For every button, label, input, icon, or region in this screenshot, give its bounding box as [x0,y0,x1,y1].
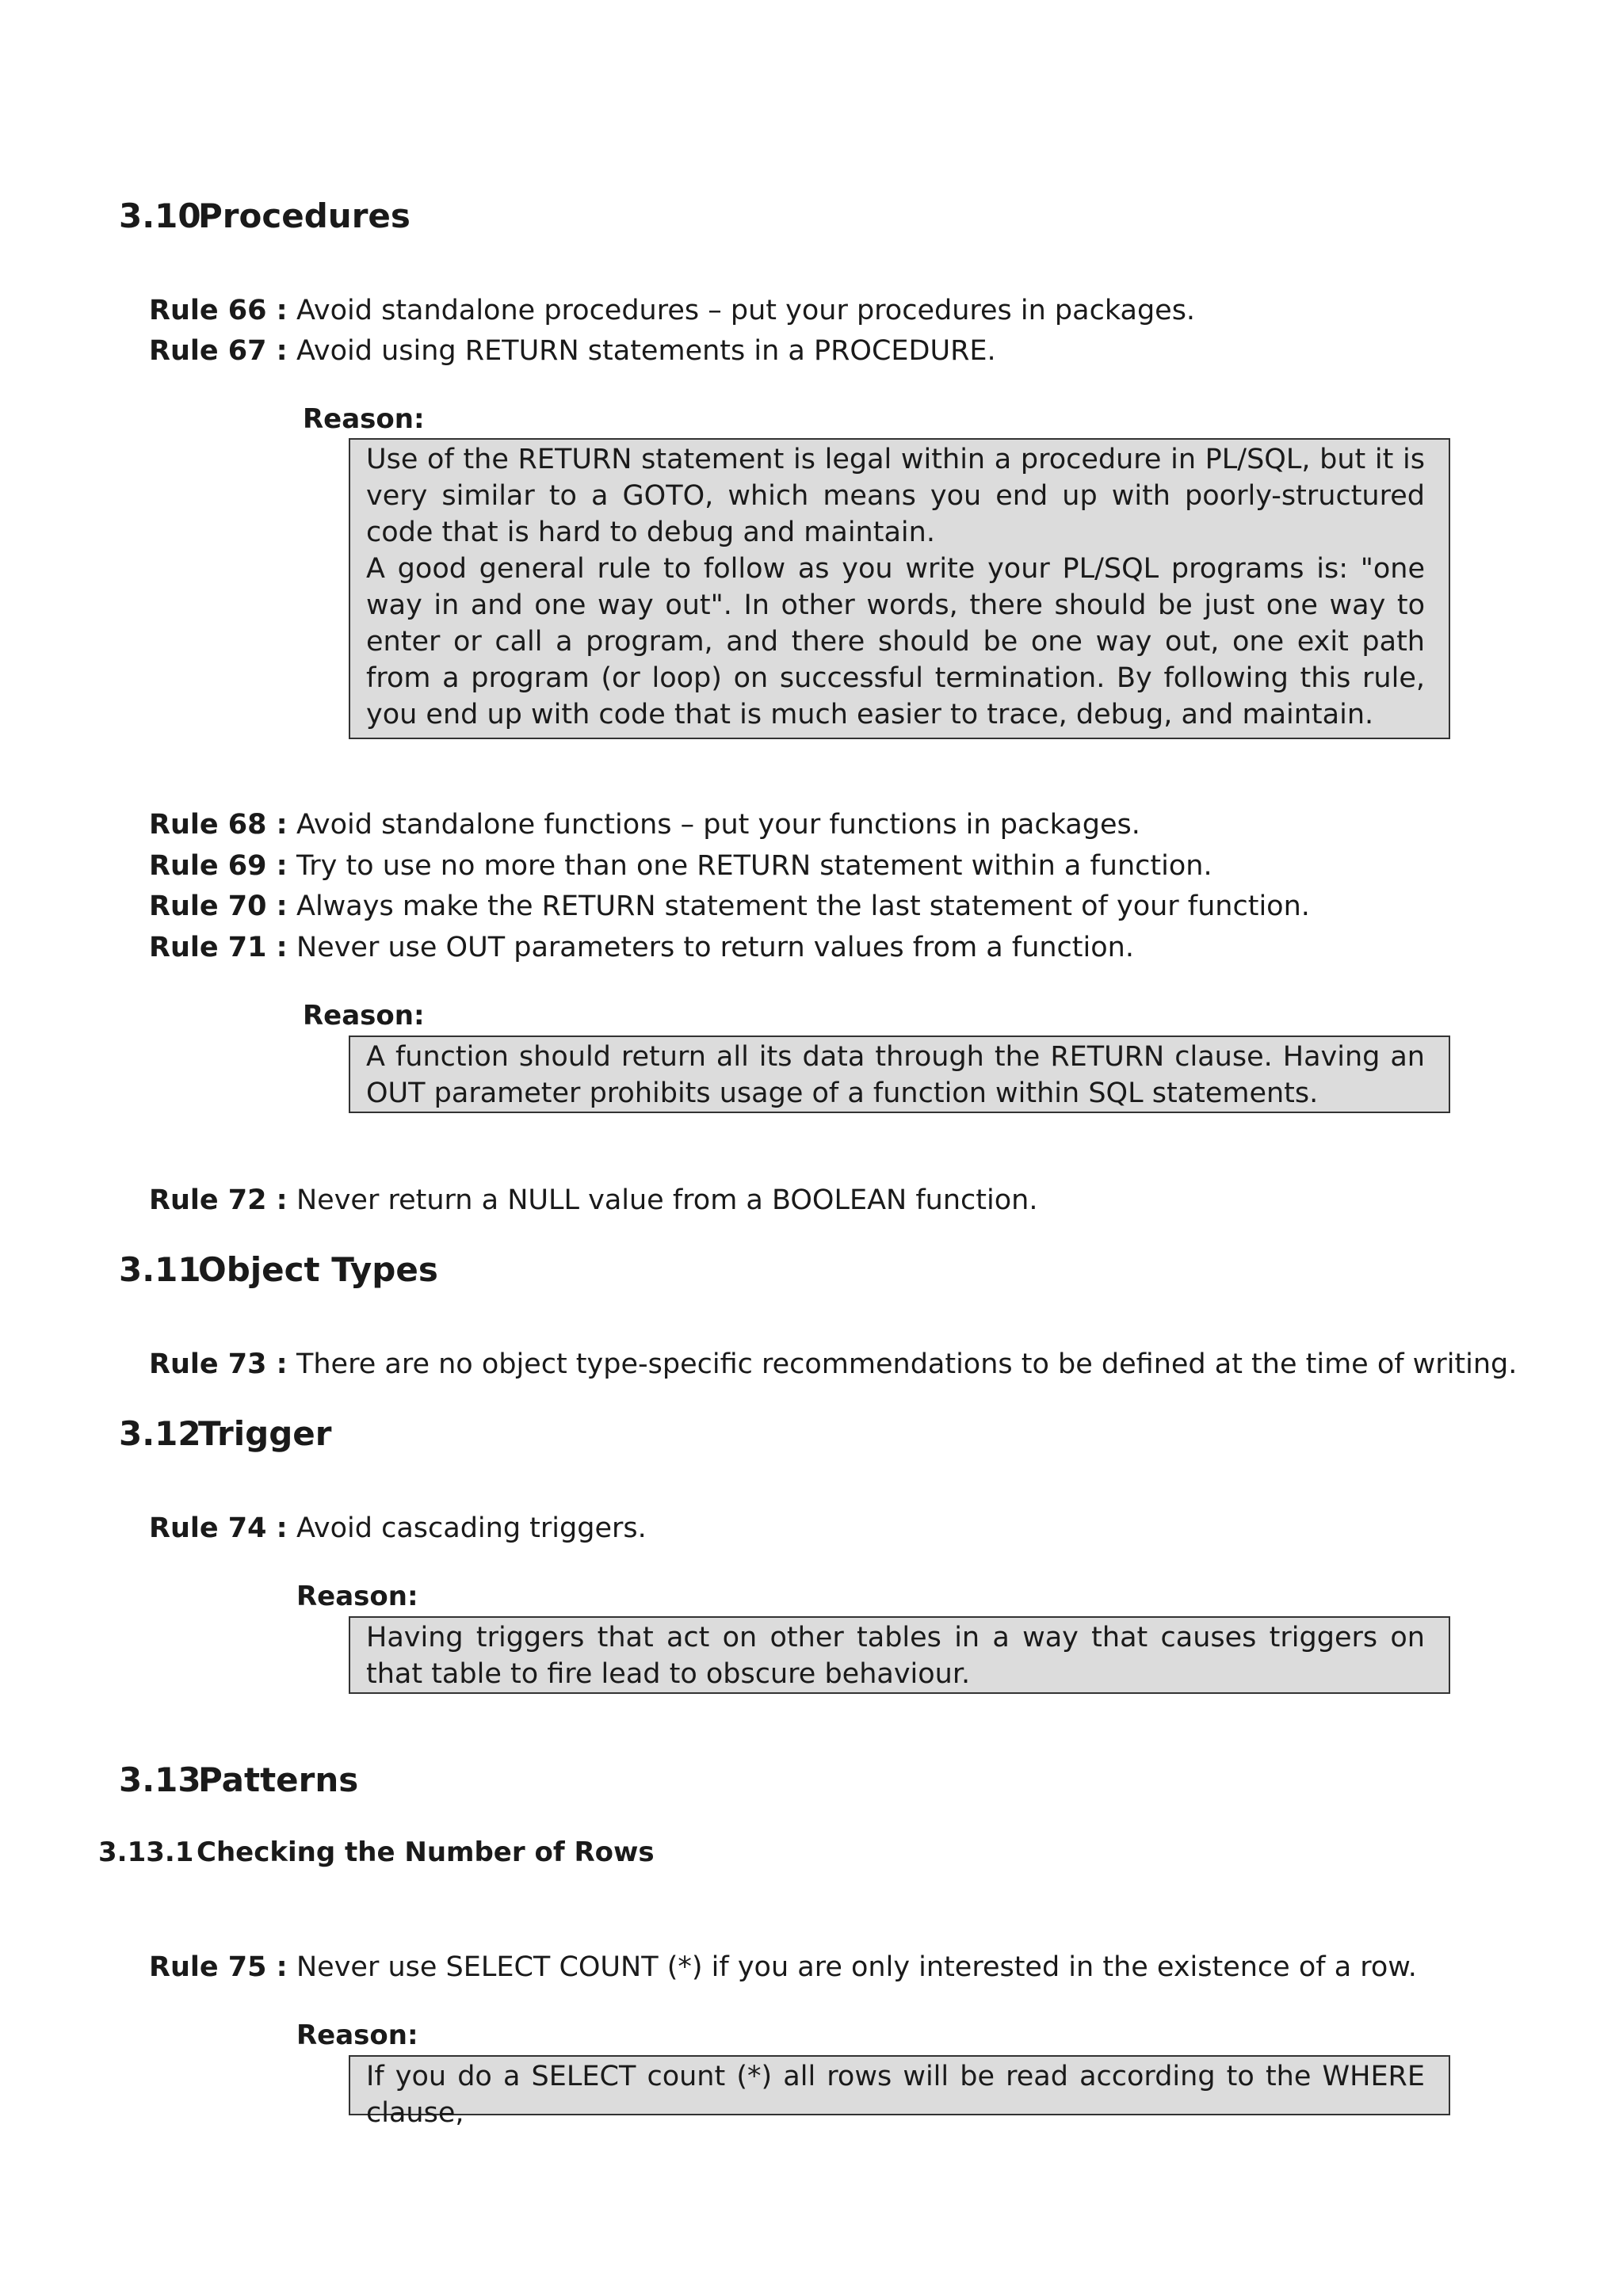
rule-label: Rule 71 : [149,932,288,963]
section-number: 3.10 [119,196,201,235]
rule-text: There are no object type-specific recommendations to be defined at the time of writing. [296,1348,1518,1380]
rule-text: Try to use no more than one RETURN statement within a function. [296,850,1212,882]
section-title: Procedures [198,196,411,235]
section-number: 3.12 [119,1414,201,1453]
reason-paragraph: A function should return all its data through the RETURN clause. Having an OUT parameter prohibits usage of a function within SQL statements. [366,1041,1425,1109]
rule-label: Rule 74 : [149,1512,288,1544]
reason-paragraph: Having triggers that act on other tables in a way that causes triggers on that table to fire lead to obscure behaviour. [366,1622,1425,1690]
section-number: 3.13 [119,1760,201,1799]
rule-text: Avoid standalone procedures – put your procedures in packages. [296,295,1196,326]
reason-box-rule-67 [349,438,1450,739]
section-title: Object Types [198,1250,438,1289]
rule-text: Avoid cascading triggers. [296,1512,647,1544]
subsection-number: 3.13.1 [98,1836,194,1868]
rule-label: Rule 69 : [149,850,288,882]
reason-label: Reason: [296,2019,418,2051]
reason-label: Reason: [296,1581,418,1612]
reason-box-rule-74 [349,1616,1450,1694]
rule-text: Always make the RETURN statement the last statement of your function. [296,891,1310,922]
rule-label: Rule 70 : [149,891,288,922]
section-title: Patterns [198,1760,359,1799]
reason-label: Reason: [303,1000,425,1032]
rule-text: Avoid using RETURN statements in a PROCEDURE. [296,335,996,367]
rule-text: Never use SELECT COUNT (*) if you are only interested in the existence of a row. [296,1951,1417,1983]
section-heading-3-10 [119,196,411,235]
section-heading-3-13 [119,1760,358,1799]
section-heading-3-11 [119,1250,438,1289]
rule-label: Rule 66 : [149,295,288,326]
reason-paragraph: If you do a SELECT count (*) all rows will be read according to the WHERE clause, [366,2061,1425,2129]
reason-paragraph: A good general rule to follow as you write your PL/SQL programs is: "one way in and one way out". In other words, there should be just one way to enter or call a program, and there should be one way out, one exit path from a program (or loop) on successful termination. By following this rule, you end up with code that is much easier to trace, debug, and maintain. [366,553,1425,730]
rule-label: Rule 75 : [149,1951,288,1983]
subsection-heading-3-13-1 [98,1836,655,1868]
rule-text: Never use OUT parameters to return values from a function. [296,932,1134,963]
rule-label: Rule 67 : [149,335,288,367]
rule-label: Rule 72 : [149,1184,288,1216]
subsection-title: Checking the Number of Rows [197,1836,655,1868]
section-title: Trigger [198,1414,332,1453]
reason-label: Reason: [303,403,425,435]
reason-box-rule-71 [349,1035,1450,1113]
reason-box-rule-75 [349,2055,1450,2129]
rule-label: Rule 68 : [149,809,288,841]
section-heading-3-12 [119,1414,331,1453]
reason-paragraph: Use of the RETURN statement is legal within a procedure in PL/SQL, but it is very similar to a GOTO, which means you end up with poorly-structured code that is hard to debug and maintain. [366,444,1425,548]
rule-label: Rule 73 : [149,1348,288,1380]
rule-text: Avoid standalone functions – put your functions in packages. [296,809,1140,841]
section-number: 3.11 [119,1250,201,1289]
rule-text: Never return a NULL value from a BOOLEAN function. [296,1184,1038,1216]
